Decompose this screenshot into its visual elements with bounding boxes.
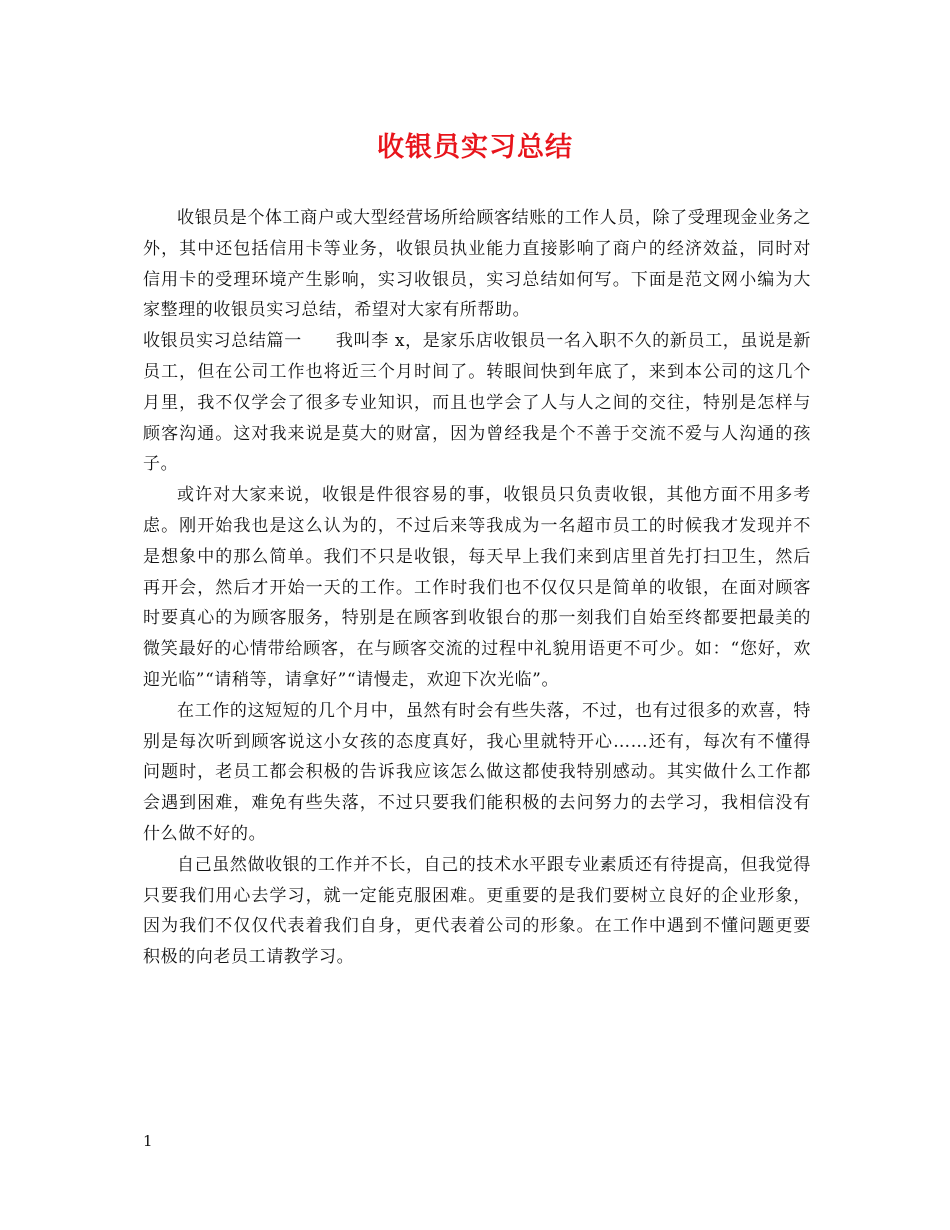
page-number: 1 (143, 1132, 153, 1150)
paragraph-3: 在工作的这短短的几个月中，虽然有时会有些失落，不过，也有过很多的欢喜，特别是每次听到顾客说这小女孩的态度真好，我心里就特开心……还有，每次有不懂得问题时，老员工都会积极的告诉我应该怎么做这都使我特别感动。其实做什么工作都会遇到困难，难免有些失落，不过只要我们能积极的去问努力的去学习，我相信没有什么做不好的。 (143, 700, 811, 844)
paragraph-4: 自己虽然做收银的工作并不长，自己的技术水平跟专业素质还有待提高，但我觉得只要我们用心去学习，就一定能克服困难。更重要的是我们要树立良好的企业形象，因为我们不仅仅代表着我们自身，更代表着公司的形象。在工作中遇到不懂问题更要积极的向老员工请教学习。 (143, 854, 811, 968)
paragraph-1-text: 我叫李 x，是家乐店收银员一名入职不久的新员工，虽说是新员工，但在公司工作也将近三个月时间了。转眼间快到年底了，来到本公司的这几个月里，我不仅学会了很多专业知识，而且也学会了人与人之间的交往，特别是怎样与顾客沟通。这对我来说是莫大的财富，因为曾经我是个不善于交流不爱与人沟通的孩子。 (143, 331, 811, 475)
intro-paragraph: 收银员是个体工商户或大型经营场所给顾客结账的工作人员，除了受理现金业务之外，其中还包括信用卡等业务，收银员执业能力直接影响了商户的经济效益，同时对信用卡的受理环境产生影响，实习收银员，实习总结如何写。下面是范文网小编为大家整理的收银员实习总结，希望对大家有所帮助。 (143, 208, 811, 321)
document-body (143, 203, 811, 973)
paragraph-2: 或许对大家来说，收银是件很容易的事，收银员只负责收银，其他方面不用多考虑。刚开始我也是这么认为的，不过后来等我成为一名超市员工的时候我才发现并不是想象中的那么简单。我们不只是收银，每天早上我们来到店里首先打扫卫生，然后再开会，然后才开始一天的工作。工作时我们也不仅仅只是简单的收银，在面对顾客时要真心的为顾客服务，特别是在顾客到收银台的那一刻我们自始至终都要把最美的微笑最好的心情带给顾客，在与顾客交流的过程中礼貌用语更不可少。如：“您好，欢迎光临”“请稍等，请拿好”“请慢走，欢迎下次光临”。 (143, 485, 811, 690)
document-title: 收银员实习总结 (377, 132, 573, 163)
section-heading: 收银员实习总结篇一 (143, 331, 302, 352)
section-paragraph-1 (143, 326, 811, 480)
